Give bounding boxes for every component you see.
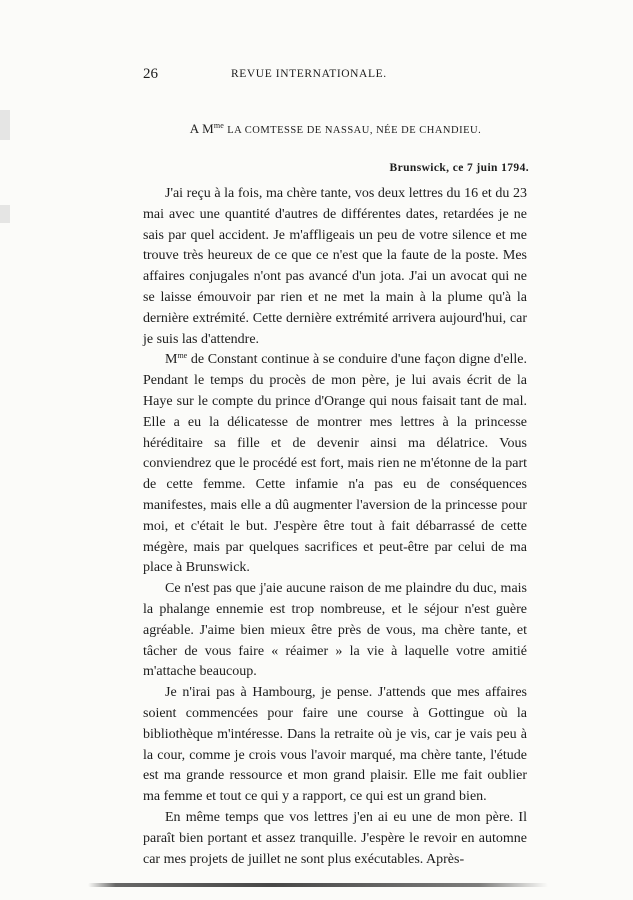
page-number: 26 [143,66,158,82]
letter-heading [143,121,528,137]
heading-recipient: LA COMTESSE DE NASSAU, NÉE DE CHANDIEU. [224,125,482,136]
paragraph: Je n'irai pas à Hambourg, je pense. J'attends que mes affaires soient commencées pour faire une course à Gottingue où la bibliothèque m'intéresse. Dans la retraite où je vis, car je vais peu à la cour, comme je crois vous l'avoir marqué, ma chère tante, l'étude est ma grande ressource et mon grand plaisir. Elle me fait oublier ma femme et tout ce qui y a rapport, ce qui est un grand bien. [143,685,527,805]
paragraph: J'ai reçu à la fois, ma chère tante, vos deux lettres du 16 et du 23 mai avec une quantité d'autres de différentes dates, retardées je ne sais par quel accident. Je m'affligeais un peu de votre silence et me trouve très heureux de ce que ce n'est que la faute de la poste. Mes affaires conjugales n'ont pas avancé d'un jota. J'ai un avocat qui ne se laisse émouvoir par rien et ne met la main à la plume qu'à la dernière extrémité. Cette dernière extrémité arrivera aujourd'hui, car je suis las d'attendre. [143,186,527,347]
scan-bottom-edge [88,883,548,887]
letter-body [143,184,527,870]
running-head: REVUE INTERNATIONALE. [231,68,387,80]
paragraph-prefix: M [165,352,178,368]
scan-margin-smudge [0,205,10,223]
scan-margin-smudge [0,110,10,140]
paragraph: Ce n'est pas que j'aie aucune raison de me plaindre du duc, mais la phalange ennemie est trop nombreuse, et le séjour n'est guère agréable. J'aime bien mieux être près de vous, ma chère tante, et tâcher de vous faire « réaimer » la vie à laquelle votre amitié m'attache beaucoup. [143,581,527,680]
dateline: Brunswick, ce 7 juin 1794. [389,162,529,174]
heading-prefix: A M [189,121,214,136]
page-header [143,66,523,86]
paragraph-sup: me [177,351,188,361]
paragraph [143,350,527,579]
heading-sup: me [213,121,225,130]
paragraph: En même temps que vos lettres j'en ai eu une de mon père. Il paraît bien portant et assez tranquille. J'espère le revoir en automne car mes projets de juillet ne sont plus exécutables. Après- [143,809,527,867]
paragraph-rest: de Constant continue à se conduire d'une façon digne d'elle. Pendant le temps du procès de mon père, je lui avais écrit de la Haye sur le compte du prince d'Orange qui nous faisait tant de mal. Elle a eu la délicatesse de montrer mes lettres à la princesse héréditaire sa fille et de devenir ainsi ma délatrice. Vous conviendrez que le procédé est fort, mais rien ne m'étonne de la part de cette femme. Cette infamie n'a pas eu de conséquences manifestes, mais elle a dû augmenter l'aversion de la princesse pour moi, et c'était le but. J'espère être tout à fait débarrassé de cette mégère, mais par quelques sacrifices et peut-être par celui de ma place à Brunswick. [143,352,527,576]
